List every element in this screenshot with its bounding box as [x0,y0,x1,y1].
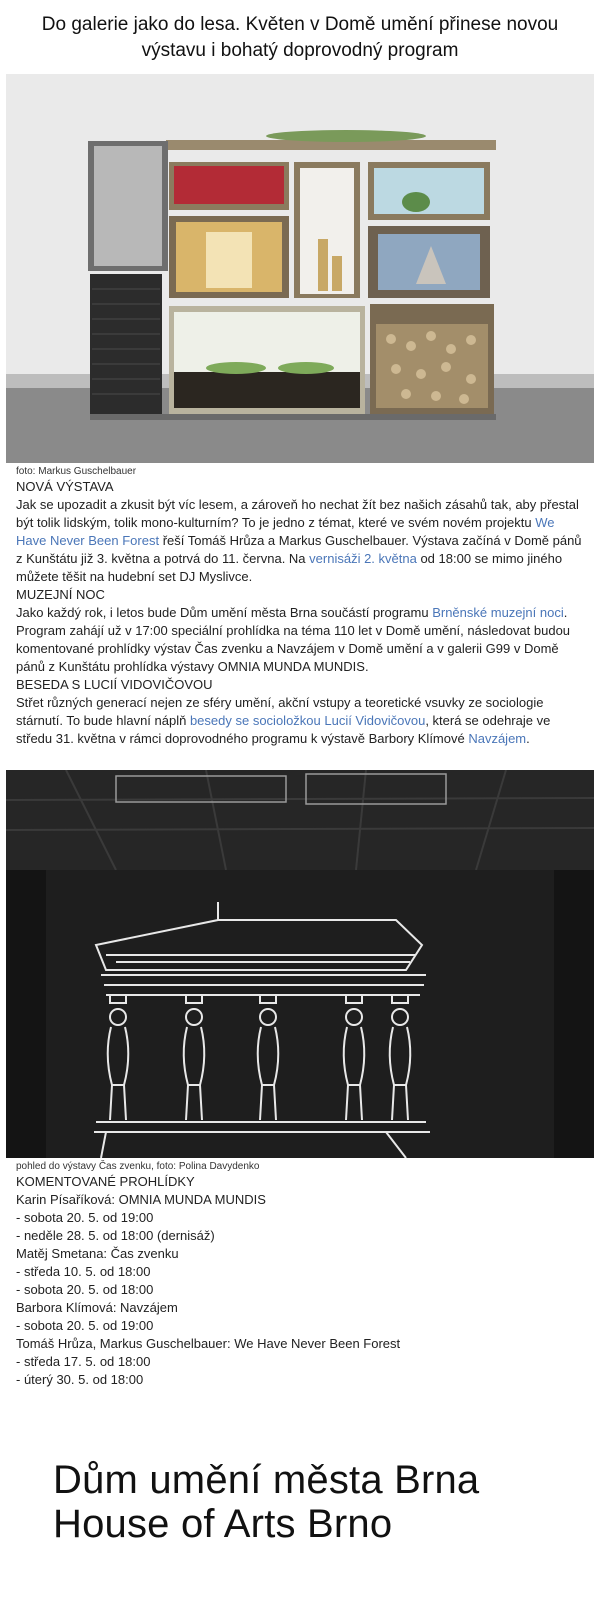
tours-heading: KOMENTOVANÉ PROHLÍDKY [16,1174,195,1189]
section-new-heading: NOVÁ VÝSTAVA [16,479,114,494]
installation-image [6,74,594,463]
tour-title: Karin Písaříková: OMNIA MUNDA MUNDIS [16,1192,266,1207]
logo-line-en: House of Arts Brno [53,1502,393,1546]
article-body [16,478,582,748]
photo-installation [6,74,594,463]
photo-exhibition [6,770,594,1158]
tour-date: - sobota 20. 5. od 18:00 [16,1282,154,1297]
link-we-have-never-been-forest[interactable]: We Have Never Been Forest [16,515,555,548]
exhibition-image [6,770,594,1158]
section-talk-text [16,694,582,748]
section-night-heading: MUZEJNÍ NOC [16,587,105,602]
photo1-caption: foto: Markus Guschelbauer [16,466,137,477]
tour-date: - středa 10. 5. od 18:00 [16,1264,151,1279]
tour-date: - neděle 28. 5. od 18:00 (dernisáž) [16,1228,215,1243]
link-vernisaz[interactable]: vernisáži 2. května [309,551,417,566]
section-night-text [16,604,582,676]
section-night-text-b: . Program zahájí už v 17:00 speciální prohlídka na téma 110 let v Domě umění, následovat budou komentované prohlídky výstav Čas zvenku a Navzájem v Domě umění a v galerii G99 v Domě pánů z Kunštátu prohlídka výstavy OMNIA MUNDA MUNDIS. [16,605,571,674]
tour-date: - sobota 20. 5. od 19:00 [16,1210,154,1225]
footer-logo [53,1458,479,1546]
section-talk-text-c: . [526,731,530,746]
link-navzajem[interactable]: Navzájem [468,731,527,746]
tour-date: - sobota 20. 5. od 19:00 [16,1318,154,1333]
tour-title: Matěj Smetana: Čas zvenku [16,1246,179,1261]
section-talk-text-a: Střet různých generací nejen ze sféry umění, akční vstupy a teoretické vsuvky ze sociologie stárnutí. To bude hlavní náplň [16,695,544,728]
section-new-text-b: řeší Tomáš Hrůza a Markus Guschelbauer. Výstava začíná v Domě pánů z Kunštátu již 3. května a potrvá do 11. června. Na [16,533,582,566]
tour-title: Tomáš Hrůza, Markus Guschelbauer: We Have Never Been Forest [16,1336,401,1351]
section-night-text-a: Jako každý rok, i letos bude Dům umění města Brna součástí programu [16,605,433,620]
tour-date: - středa 17. 5. od 18:00 [16,1354,151,1369]
logo-line-cz: Dům umění města Brna [53,1458,480,1502]
article-title: Do galerie jako do lesa. Květen v Domě umění přinese novou výstavu i bohatý doprovodný program [41,14,559,61]
section-talk-text-b: , která se odehraje ve středu 31. května v rámci doprovodného programu k výstavě Barbory Klímové [16,713,551,746]
link-muzejni-noc[interactable]: Brněnské muzejní noci [432,605,564,620]
section-new-text-a: Jak se upozadit a zkusit být víc lesem, a zároveň ho nechat žít bez našich zásahů tak, aby přestal být tolik lidským, tolik mono-kulturním? To je jedno z témat, které ve svém novém projektu [16,497,579,530]
tour-date: - úterý 30. 5. od 18:00 [16,1372,144,1387]
photo2-caption: pohled do výstavy Čas zvenku, foto: Polina Davydenko [16,1161,260,1172]
tour-title: Barbora Klímová: Navzájem [16,1300,178,1315]
link-beseda[interactable]: besedy se socioložkou Lucií Vidovičovou [189,713,426,728]
section-new-text [16,496,582,586]
section-new-text-c: od 18:00 se mimo jiného můžete těšit na hudební set DJ Myslivce. [16,551,563,584]
tours-section [16,1173,582,1389]
section-talk-heading: BESEDA S LUCIÍ VIDOVIČOVOU [16,677,213,692]
